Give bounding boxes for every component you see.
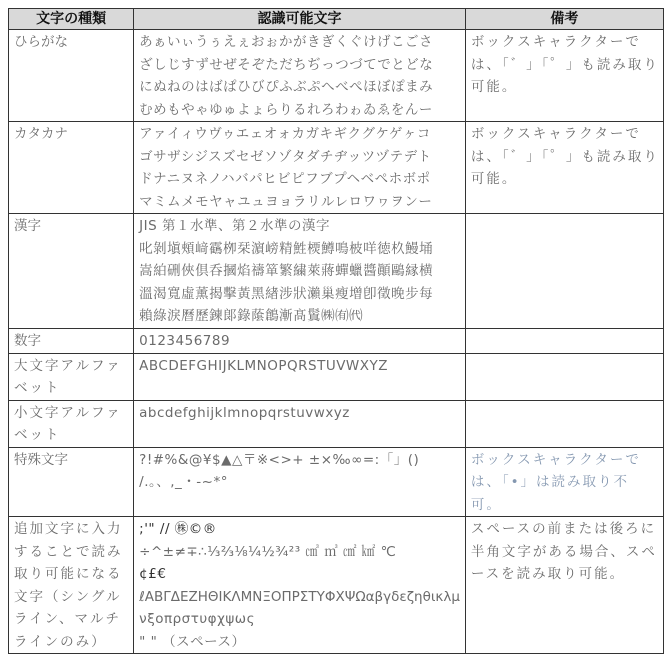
note-cell: ボックスキャラクターでは、「゛」「゜」も読み取り可能。 (465, 30, 663, 122)
chars-cell (134, 353, 466, 400)
chars-line: ℓΑΒΓΔΕΖΗΘΙΚΛΜΝΞΟΠΡΣΤΥΦΧΨΩαβγδεζηθικλμ (139, 588, 460, 605)
header-row (9, 9, 664, 30)
chars-line: ?!#%&@¥$▲△〒※<>+ ±×‰∞=:「」() (139, 451, 420, 468)
header-type: 文字の種類 (9, 9, 134, 30)
chars-line: " " （スペース） (139, 633, 246, 650)
chars-line: あぁいぃうぅえぇおぉかがきぎくぐけげこごさ (139, 34, 434, 50)
note-cell (465, 400, 663, 447)
chars-line: abcdefghijklmnopqrstuvwxyz (139, 404, 350, 421)
type-cell: 大文字アルファベット (9, 353, 134, 400)
chars-line: 0123456789 (139, 333, 231, 349)
chars-line: ABCDEFGHIJKLMNOPQRSTUVWXYZ (139, 357, 389, 374)
chars-cell (134, 122, 466, 214)
chars-line: むめもやゃゆゅよょらりるれろわゎゐゑをんー (139, 101, 433, 118)
table-row (9, 214, 664, 329)
note-cell: スペースの前または後ろに半角文字がある場合、スペースを読み取り可能。 (465, 517, 663, 654)
chars-line: ;'" // ㊑©® (139, 521, 217, 537)
note-cell: ボックスキャラクターでは、「•」は読み取り不可。 (465, 447, 663, 517)
type-cell: 小文字アルファベット (9, 400, 134, 447)
table-row (9, 447, 664, 517)
chars-line: アァイィウヴゥエェオォカガキギクグケゲヶコ (139, 126, 431, 142)
type-cell: ひらがな (9, 30, 134, 122)
chars-cell (134, 214, 466, 329)
chars-cell (134, 517, 466, 654)
table-row (9, 30, 664, 122)
chars-line: ¢£€ (139, 566, 167, 582)
note-cell (465, 214, 663, 329)
note-cell (465, 353, 663, 400)
type-cell: 追加文字に入力することで読み取り可能になる文字（シングルライン、マルチラインのみ） (9, 517, 134, 654)
chars-cell (134, 400, 466, 447)
chars-line: 嵩絈硎俠倶呑摑焰禱箪繁繍萊蔣蟬蠟醬顚鷗縁横 (139, 263, 434, 279)
chars-cell (134, 447, 466, 517)
chars-line: JIS 第１水準、第２水準の漢字 (139, 218, 330, 234)
note-cell: ボックスキャラクターでは、「゛」「゜」も読み取り可能。 (465, 122, 663, 214)
chars-line: /.。、,_・-~*° (139, 474, 228, 490)
chars-line: ÷^±≠∓∴⅓⅔⅛¼½¾²³ ㎤ ㎥ ㎠ ㎢ ℃ (139, 543, 397, 560)
chars-line: ドナニヌネノハバパヒビピフブプヘベペホボポ (139, 171, 431, 187)
chars-line: 賴綠淚曆歷鍊郞錄䕃鶬漸髙鬒㈱㈲㈹ (139, 308, 364, 324)
table-row (9, 400, 664, 447)
type-cell: 数字 (9, 329, 134, 354)
chars-cell (134, 329, 466, 354)
chars-line: 叱剝塡頰﨑靍栁栞濵嵭精鮏樮鱒鳴柀咩徳杦鰻埇 (139, 240, 434, 257)
chars-line: ざしじすずせぜそぞただちぢっつづてでとどな (139, 56, 434, 73)
header-note: 備考 (465, 9, 663, 30)
chars-line: にぬねのはばぱひびぴふぶぷへべぺほぼぽまみ (139, 79, 434, 95)
chars-line: νξοπρστυφχψως (139, 611, 256, 627)
table-row (9, 329, 664, 354)
type-cell: カタカナ (9, 122, 134, 214)
table-row (9, 517, 664, 654)
note-cell (465, 329, 663, 354)
character-table (8, 8, 664, 654)
chars-line: ゴサザシジスズセゼソゾタダチヂッツヅテデト (139, 148, 432, 165)
type-cell: 特殊文字 (9, 447, 134, 517)
table-row (9, 353, 664, 400)
table-row (9, 122, 664, 214)
chars-line: マミムメモヤャユュヨョラリルレロワヮヲンー (139, 193, 433, 210)
type-cell: 漢字 (9, 214, 134, 329)
header-chars: 認識可能文字 (134, 9, 466, 30)
chars-line: 溫渴寬虛薰揭擊黃黑緖涉狀瀨巢瘦增卽徵晚步每 (139, 285, 434, 302)
chars-cell (134, 30, 466, 122)
